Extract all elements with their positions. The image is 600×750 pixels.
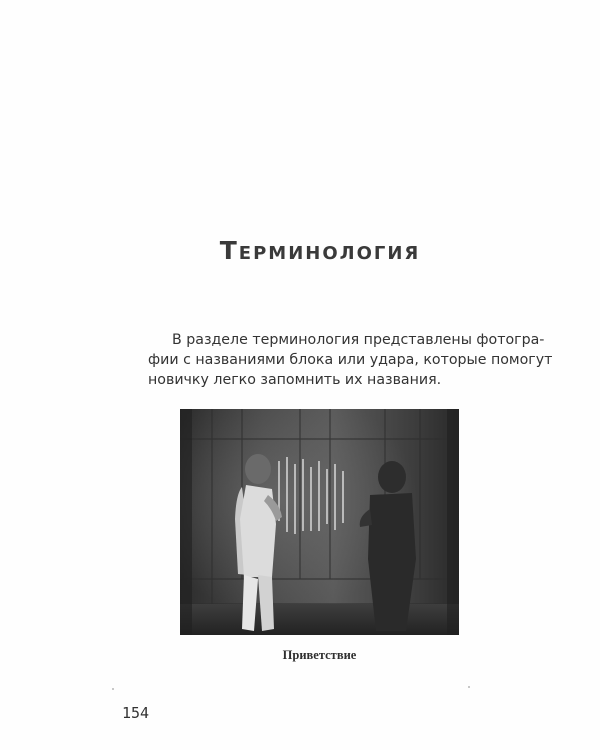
paragraph-line: В разделе терминология представлены фотогра-	[172, 332, 545, 348]
intro-paragraph	[148, 330, 553, 390]
photo-two-people-bowing-icon	[180, 409, 459, 635]
page-title: Терминология	[219, 236, 421, 265]
figure-caption: Приветствие	[282, 648, 357, 662]
paragraph-line: фии с названиями блока или удара, которые помогут	[148, 352, 553, 368]
page-number: 154	[122, 704, 150, 722]
scan-speck	[112, 688, 114, 690]
greeting-photo	[180, 409, 459, 635]
paragraph-line: новичку легко запомнить их названия.	[148, 372, 442, 388]
scan-speck	[468, 686, 470, 688]
